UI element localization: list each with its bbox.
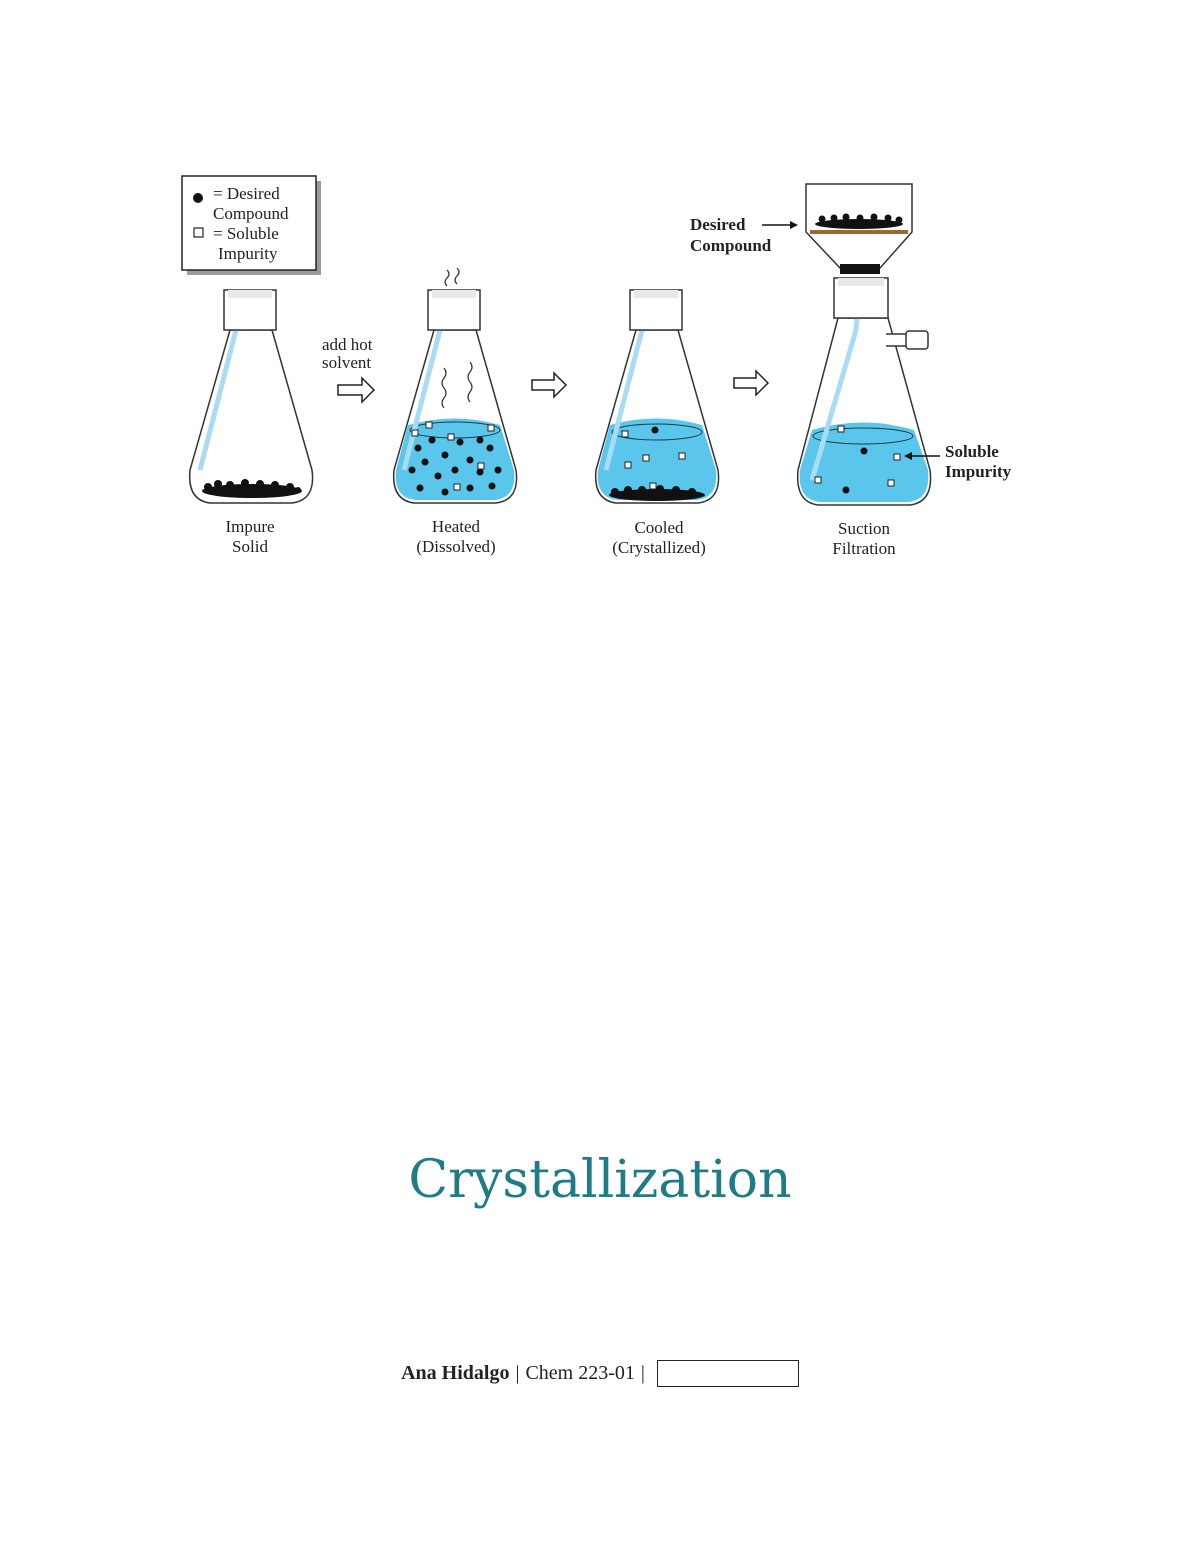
course-code: Chem 223-01 [525, 1362, 635, 1384]
flask2-label-line2: (Dissolved) [416, 537, 496, 556]
add-hot-line1: add hot [322, 335, 373, 354]
flask-heated [394, 268, 517, 556]
byline [0, 1360, 1200, 1387]
soluble-impurity-icon [194, 228, 203, 237]
legend-desired-line1: = Desired [213, 184, 280, 203]
callout-desired-line1: Desired [690, 215, 746, 234]
flask4-label-line1: Suction [838, 519, 890, 538]
separator-2: | [640, 1362, 645, 1384]
vacuum-port-icon [906, 331, 928, 349]
flask-impure-solid [190, 290, 313, 556]
arrow-2-icon [532, 373, 566, 397]
flask-suction-filtration [798, 184, 931, 558]
flask1-label-line1: Impure [225, 517, 275, 536]
legend [182, 176, 321, 275]
flask1-label-line2: Solid [232, 537, 268, 556]
arrow-right-icon [790, 221, 798, 229]
crystallization-diagram [0, 0, 1200, 600]
flask3-label-line1: Cooled [634, 518, 684, 537]
legend-soluble-line2: Impurity [218, 244, 278, 263]
author-name: Ana Hidalgo [401, 1362, 510, 1384]
flask4-label-line2: Filtration [832, 539, 896, 558]
flask2-label-line1: Heated [431, 517, 481, 536]
desired-compound-icon [193, 193, 203, 203]
callout-soluble-line2: Impurity [945, 462, 1012, 481]
legend-desired-line2: Compound [213, 204, 289, 223]
flask3-label-line2: (Crystallized) [612, 538, 706, 557]
flask-cooled [596, 290, 719, 557]
add-hot-line2: solvent [322, 353, 372, 372]
callout-desired-line2: Compound [690, 236, 772, 255]
callout-desired [690, 215, 798, 255]
legend-soluble-line1: = Soluble [213, 224, 279, 243]
separator: | [515, 1362, 520, 1384]
callout-soluble-line1: Soluble [945, 442, 999, 461]
page-title: Crystallization [408, 1150, 792, 1210]
date-field[interactable] [657, 1360, 799, 1387]
arrow-1-icon [338, 378, 374, 402]
arrow-3-icon [734, 371, 768, 395]
